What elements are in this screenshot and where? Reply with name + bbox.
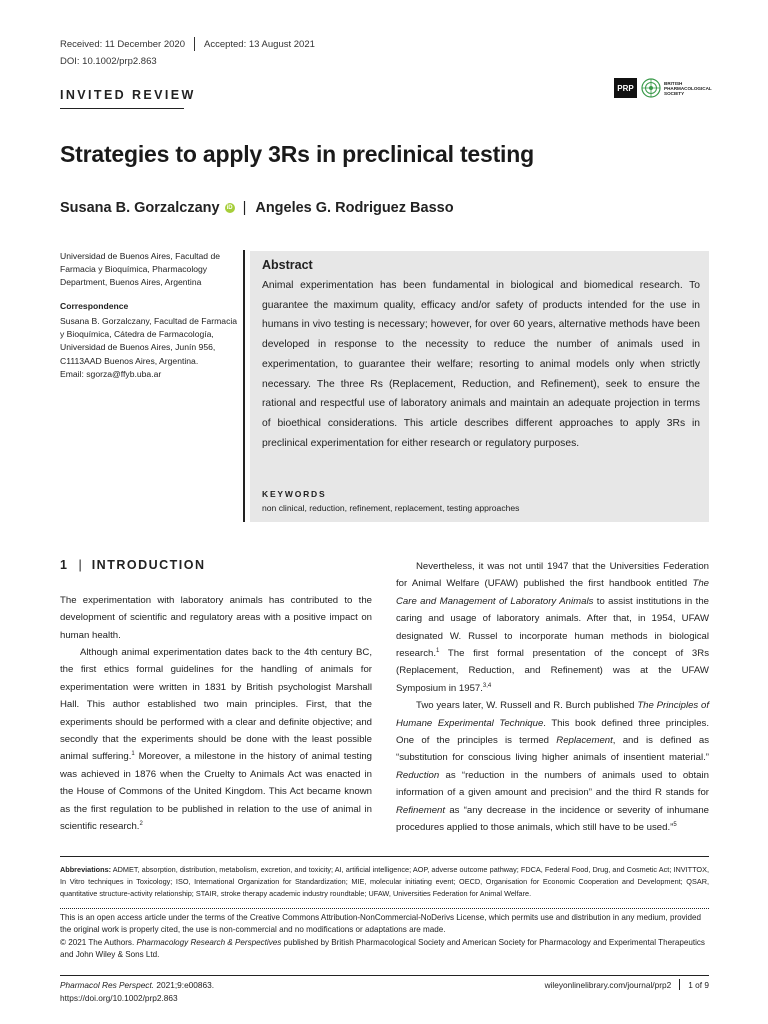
section-type: INVITED REVIEW bbox=[60, 88, 196, 102]
abbreviations-text: ADMET, absorption, distribution, metabolism, excretion, and toxicity; AI, artificial intelligence; AOP, adverse outcome pathway; FDCA, Federal Food, Drug, and Cosmetic Act; INVITTOX, In Vitro techniques in Toxicology; ISO, International Organization for Standardization; MIE, molecular initiating event; OECD, Organisation for Economic Cooperation and Development; QSAR, quantitative structure-activity relationship; STAIR, stroke therapy academic industry roundtable; UFAW, Universities Federation for Animal Welfare. bbox=[60, 865, 709, 899]
p4-term-refinement: Refinement bbox=[396, 804, 446, 816]
footer-citation bbox=[60, 979, 214, 1004]
p3-text-c: The first formal presentation of the concept of 3Rs (Replacement, Reduction, and Refinement) was at the UFAW Symposium in 1957. bbox=[396, 648, 709, 694]
citation-ref[interactable]: 1 bbox=[131, 751, 135, 758]
footnote-dotted-rule bbox=[60, 908, 709, 909]
p3-text-b: to assist institutions in the caring and usage of laboratory animals. After that, in 1954, UFAW designated W. Russel to incorporate human methods in biological research. bbox=[396, 595, 709, 660]
section-title: INTRODUCTION bbox=[91, 558, 206, 572]
footer-doi-link[interactable]: https://doi.org/10.1002/prp2.863 bbox=[60, 992, 178, 1003]
doi[interactable]: DOI: 10.1002/prp2.863 bbox=[60, 56, 157, 67]
intro-paragraph-4 bbox=[396, 697, 709, 836]
p4-text-b: . This book defined three principles. One of the principles is termed bbox=[396, 717, 709, 747]
received-date: Received: 11 December 2020 bbox=[60, 38, 185, 50]
article-title: Strategies to apply 3Rs in preclinical testing bbox=[60, 141, 534, 167]
correspondence-block bbox=[60, 315, 238, 381]
keywords-list: non clinical, reduction, refinement, replacement, testing approaches bbox=[262, 503, 520, 513]
citation-volume: 2021;9:e00863. bbox=[154, 980, 215, 990]
intro-paragraph-2 bbox=[60, 644, 372, 835]
citation-journal: Pharmacol Res Perspect. bbox=[60, 980, 155, 990]
footer-rule bbox=[60, 975, 709, 976]
author-2[interactable]: Angeles G. Rodriguez Basso bbox=[255, 200, 454, 216]
sidebar-divider bbox=[243, 250, 245, 522]
p2-text-a: Although animal experimentation dates back to the 4th century BC, the first ethics formal guidelines for the handling of animals for experimentation were written in 1831 by British psychologist Marshall Hall. This author established two main principles. First, that the experiments should be performed with a clear and definite objective; and secondly that the experiments should be done with the least possible animal suffering. bbox=[60, 647, 372, 763]
citation-ref[interactable]: 3,4 bbox=[482, 682, 492, 689]
footer-divider bbox=[679, 979, 680, 990]
prp-logo bbox=[614, 78, 637, 98]
license-text: This is an open access article under the terms of the Creative Commons Attribution-NonCommercial-NoDerivs License, which permits use and distribution in any medium, provided the original work is properly cited, the use is non-commercial and no modifications or adaptations are made. bbox=[60, 913, 702, 935]
author-list bbox=[60, 200, 454, 216]
abbreviations bbox=[60, 864, 709, 901]
meta-divider bbox=[194, 37, 195, 51]
p4-text-c: , and is defined as “substitution for conscious living higher animals of insentient material.” bbox=[396, 735, 709, 764]
author-separator: | bbox=[242, 200, 247, 216]
footnote-rule bbox=[60, 856, 709, 857]
accepted-date: Accepted: 13 August 2021 bbox=[203, 38, 315, 50]
copyright-text-b: published by British Pharmacological Society and American Society for Pharmacology and Experimental Therapeutics and John Wiley & Sons Ltd. bbox=[60, 937, 705, 959]
article-dates bbox=[60, 37, 315, 51]
license-block bbox=[60, 912, 709, 961]
prp-logo-text: PRP bbox=[617, 83, 634, 93]
copyright-line bbox=[60, 937, 709, 962]
section-heading bbox=[60, 558, 206, 572]
correspondence-address: Susana B. Gorzalczany, Facultad de Farmacia y Bioquímica, Cátedra de Farmacología, Universidad de Buenos Aires, Junín 956, C1113AAD Buenos Aires, Argentina. bbox=[60, 316, 238, 366]
bps-emblem-icon bbox=[641, 78, 661, 98]
page-number: 1 of 9 bbox=[688, 979, 709, 990]
abbreviations-label: Abbreviations: bbox=[60, 865, 112, 874]
section-bar: | bbox=[78, 558, 82, 572]
bps-logo bbox=[641, 75, 713, 101]
citation-line bbox=[60, 979, 214, 992]
footer-right bbox=[508, 979, 709, 990]
affiliation: Universidad de Buenos Aires, Facultad de Farmacia y Bioquímica, Pharmacology Department, Buenos Aires, Argentina bbox=[60, 251, 221, 288]
author-1[interactable]: Susana B. Gorzalczany bbox=[60, 200, 220, 216]
correspondence-heading: Correspondence bbox=[60, 301, 129, 311]
abstract-heading: Abstract bbox=[262, 258, 313, 272]
journal-url-link[interactable]: wileyonlinelibrary.com/journal/prp2 bbox=[544, 979, 672, 990]
p3-text-a: Nevertheless, it was not until 1947 that the Universities Federation for Animal Welfare (UFAW) published the first handbook entitled bbox=[396, 561, 709, 590]
p4-term-reduction: Reduction bbox=[396, 769, 440, 781]
section-number: 1 bbox=[60, 558, 69, 572]
bps-logo-text: BRITISH PHARMACOLOGICAL SOCIETY bbox=[664, 80, 712, 96]
p4-term-replacement: Replacement bbox=[556, 735, 613, 747]
intro-paragraph-1: The experimentation with laboratory animals has contributed to the development of scientific and regulatory areas with a positive impact on human health. bbox=[60, 595, 372, 641]
p4-text-d: as “reduction in the numbers of animals used to obtain information of a given amount and precision” and the third R stands for bbox=[396, 769, 709, 799]
intro-right-column bbox=[396, 558, 709, 837]
copyright-text-a: © 2021 The Authors. bbox=[60, 937, 137, 947]
intro-paragraph-3 bbox=[396, 558, 709, 697]
citation-ref[interactable]: 2 bbox=[139, 820, 143, 827]
copyright-journal: Pharmacology Research & Perspectives bbox=[136, 937, 282, 947]
correspondence-email[interactable]: Email: sgorza@ffyb.uba.ar bbox=[60, 368, 162, 379]
p3-book-title: The Care and Management of Laboratory Animals bbox=[396, 578, 709, 607]
keywords-heading: KEYWORDS bbox=[262, 489, 327, 499]
p2-text-b: Moreover, a milestone in the history of animal testing was achieved in 1876 when the Cruelty to Animals Act was enacted in the House of Commons of the United Kingdom. This Act became known as the first regulation to be published in relation to the use of animal in scientific research. bbox=[60, 751, 372, 833]
p4-text-e: as “any decrease in the incidence or severity of inhumane procedures applied to those animals, which still have to be used.” bbox=[396, 804, 709, 834]
p4-text-a: Two years later, W. Russell and R. Burch published bbox=[416, 700, 638, 712]
citation-ref[interactable]: 1 bbox=[436, 647, 440, 654]
abstract-body: Animal experimentation has been fundamental in biological and biomedical research. To guarantee the maximum quality, efficacy and/or safety of products intended for the use in humans in vivo testing is necessary; however, for over 60 years, alternative methods have been developed in response to the necessity to reduce the number of animals used in experimentation, to guarantee their welfare; resorting to animal models only when strictly necessary. The three Rs (Replacement, Reduction, and Refinement), seek to ensure the rational and respectful use of laboratory animals and maintain an adequate projection in terms of bioethical considerations. This article describes different approaches to apply 3Rs in preclinical experimentation for either research or regulatory purposes. bbox=[262, 280, 700, 449]
p4-book-title: The Principles of Humane Experimental Technique bbox=[396, 700, 710, 729]
orcid-icon[interactable]: iD bbox=[226, 205, 233, 211]
section-type-underline bbox=[60, 108, 184, 109]
citation-ref[interactable]: 5 bbox=[673, 821, 677, 828]
